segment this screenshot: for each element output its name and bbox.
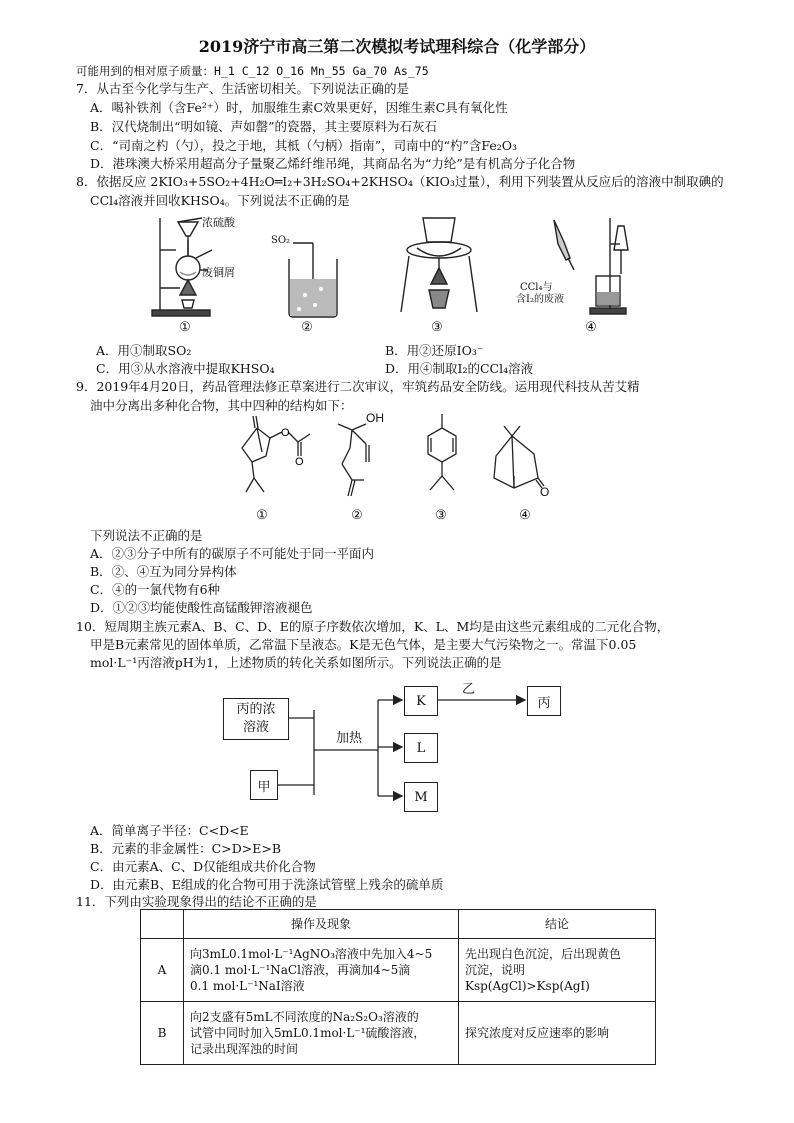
concl-line: 先出现白色沉淀，后出现黄色 [465,947,622,961]
q9-caption-1: ① [256,508,268,523]
flow-box-l: L [404,733,438,763]
label-i2-waste: 含I₂的废液 [516,294,564,305]
q9-option-c: C．④的一氯代物有6种 [90,582,221,597]
q8-caption-4: ④ [585,320,597,335]
flow-label-heat: 加热 [336,731,363,746]
q9-caption-3: ③ [435,508,447,523]
q7-option-c: C．“司南之杓（勺），投之于地，其柢（勺柄）指南”，司南中的“杓”含Fe₂O₃ [90,138,518,153]
q8-stem-line2: CCl₄溶液并回收KHSO₄。下列说法不正确的是 [90,193,350,208]
header-operation: 操作及现象 [184,910,459,939]
flow-label-yi: 乙 [462,682,476,697]
op-line: 向2支盛有5mL不同浓度的Na₂S₂O₃溶液的 [190,1010,419,1024]
svg-text:O: O [295,456,304,468]
q8-option-d: D．用④制取I₂的CCl₄溶液 [385,361,534,376]
label-so2: SO₂ [271,235,291,246]
svg-text:O: O [281,427,290,439]
q9-lead: 下列说法不正确的是 [90,528,203,543]
q10-option-a: A．简单离子半径：C<D<E [90,823,249,838]
q10-option-d: D．由元素B、E组成的化合物可用于洗涤试管壁上残余的硫单质 [90,877,444,892]
q9-option-a: A．②③分子中所有的碳原子不可能处于同一平面内 [90,546,375,561]
q7-option-a: A．喝补铁剂（含Fe²⁺）时，加服维生素C效果更好，因维生素C具有氧化性 [90,100,508,115]
q8-option-a: A．用①制取SO₂ [96,343,192,358]
row-conclusion: 探究浓度对反应速率的影响 [459,1002,656,1065]
flow-box-bing-line2: 溶液 [242,720,269,735]
row-operation [184,939,459,1002]
q10-stem-line3: mol·L⁻¹丙溶液pH为1，上述物质的转化关系如图所示。下列说法正确的是 [90,655,502,670]
q9-caption-4: ④ [519,508,531,523]
row-label: A [141,939,184,1002]
label-conc-sulfuric-acid: 浓硫酸 [202,216,235,229]
header-conclusion: 结论 [459,910,656,939]
concl-line: 沉淀，说明 [465,963,526,977]
q9-option-b: B．②、④互为同分异构体 [90,564,237,579]
q10-stem-line2: 甲是B元素常见的固体单质，乙常温下呈液态。K是无色气体，是主要大气污染物之一。常温下0.05 [90,637,637,652]
q11-stem: 11．下列由实验现象得出的结论不正确的是 [76,894,317,909]
op-line: 试管中同时加入5mL0.1mol·L⁻¹硫酸溶液， [190,1026,426,1040]
label-waste-copper: 废铜屑 [202,266,235,279]
header-blank [141,910,184,939]
row-operation [184,1002,459,1065]
q7-option-d: D．港珠澳大桥采用超高分子量聚乙烯纤维吊绳，其商品名为“力纶”是有机高分子化合物 [90,156,576,171]
label-ccl4: CCl₄与 [520,282,553,293]
q9-stem-line1: 9．2019年4月20日，药品管理法修正草案进行二次审议，牢筑药品安全防线。运用现代科技从苦艾精 [76,379,640,394]
q8-option-c: C．用③从水溶液中提取KHSO₄ [96,361,275,376]
oh-label: OH [366,411,384,425]
row-label: B [141,1002,184,1065]
q8-caption-1: ① [179,320,191,335]
op-line: 0.1 mol·L⁻¹NaI溶液 [190,979,305,993]
flow-box-bing: 丙 [527,686,561,716]
q8-option-b: B．用②还原IO₃⁻ [385,343,484,358]
op-line: 记录出现浑浊的时间 [190,1042,299,1056]
q8-caption-3: ③ [431,320,443,335]
flow-box-bing-line1: 丙的浓 [236,702,276,717]
row-conclusion [459,939,656,1002]
op-line: 向3mL0.1mol·L⁻¹AgNO₃溶液中先加入4~5 [190,947,433,961]
q10-option-c: C．由元素A、C、D仅能组成共价化合物 [90,859,316,874]
table-header-row [141,910,656,939]
q7-option-b: B．汉代烧制出“明如镜、声如罄”的瓷器，其主要原料为石灰石 [90,119,437,134]
o-label: O [540,485,550,499]
flow-box-bing-conc [223,698,289,740]
page-title: 2019济宁市高三第二次模拟考试理科综合（化学部分） [198,37,596,56]
q9-option-d: D．①②③均能使酸性高锰酸钾溶液褪色 [90,600,313,615]
q9-stem-line2: 油中分离出多种化合物，其中四种的结构如下： [90,398,353,413]
q7-stem: 7．从古至今化学与生产、生活密切相关。下列说法正确的是 [76,81,409,96]
q8-caption-2: ② [301,320,313,335]
table-row [141,939,656,1002]
table-row [141,1002,656,1065]
concl-line: Ksp(AgCl)>Ksp(AgI) [465,979,590,993]
op-line: 滴0.1 mol·L⁻¹NaCl溶液，再滴加4~5滴 [190,963,411,977]
flow-box-m: M [404,782,438,812]
q11-table [140,909,656,1065]
atomic-masses: 可能用到的相对原子质量：H_1 C_12 O_16 Mn_55 Ga_70 As_75 [76,64,429,78]
flow-box-jia: 甲 [250,770,278,800]
q8-stem-line1: 8．依据反应 2KIO₃+5SO₂+4H₂O═I₂+3H₂SO₄+2KHSO₄（KIO₃过量），利用下列装置从反应后的溶液中制取碘的 [76,174,724,189]
q9-caption-2: ② [351,508,363,523]
flow-box-k: K [404,686,438,716]
q10-option-b: B．元素的非金属性：C>D>E>B [90,841,282,856]
q10-stem-line1: 10．短周期主族元素A、B、C、D、E的原子序数依次增加，K、L、M均是由这些元素组成的二元化合物， [76,619,670,634]
